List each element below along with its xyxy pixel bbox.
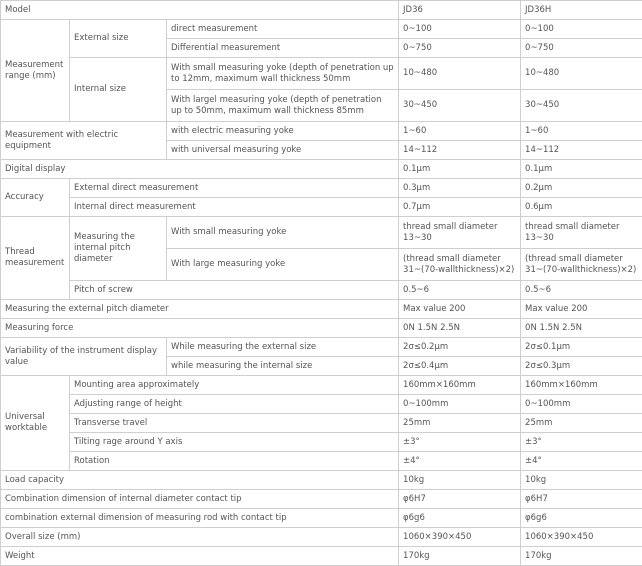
table-row <box>1 179 642 198</box>
jd36h-value: 14~112 <box>521 141 642 160</box>
jd36h-value: ±3° <box>521 433 642 452</box>
jd36h-value: φ6g6 <box>521 509 642 528</box>
row-label: Rotation <box>70 452 399 471</box>
row-label: Combination dimension of internal diameter contact tip <box>1 490 399 509</box>
measurement-range-label: Measurement range (mm) <box>1 20 70 122</box>
header-row <box>1 1 642 20</box>
table-row <box>1 217 642 249</box>
jd36-value: 160mm×160mm <box>399 376 521 395</box>
row-label: Adjusting range of height <box>70 395 399 414</box>
row-label: While measuring the external size <box>167 338 399 357</box>
row-label: With small measuring yoke (depth of penetration up to 12mm, maximum wall thickness 50mm <box>167 58 399 90</box>
jd36-value: 10kg <box>399 471 521 490</box>
jd36-value: 0~100 <box>399 20 521 39</box>
model-jd36h-header: JD36H <box>521 1 642 20</box>
jd36h-value: 160mm×160mm <box>521 376 642 395</box>
jd36h-value: 30~450 <box>521 90 642 122</box>
row-label: With large measuring yoke <box>167 249 399 281</box>
jd36h-value: 0~100mm <box>521 395 642 414</box>
row-label: Transverse travel <box>70 414 399 433</box>
jd36h-value: 1~60 <box>521 122 642 141</box>
jd36h-value: 0.2μm <box>521 179 642 198</box>
jd36-value: 25mm <box>399 414 521 433</box>
table-row <box>1 528 642 547</box>
worktable-label: Universal worktable <box>1 376 70 471</box>
jd36-value: ±4° <box>399 452 521 471</box>
electric-equipment-label: Measurement with electric equipment <box>1 122 167 160</box>
table-row <box>1 281 642 300</box>
row-label: direct measurement <box>167 20 399 39</box>
row-label: External direct measurement <box>70 179 399 198</box>
table-row <box>1 300 642 319</box>
table-row <box>1 376 642 395</box>
jd36-value: 0N 1.5N 2.5N <box>399 319 521 338</box>
jd36h-value: 1060×390×450 <box>521 528 642 547</box>
row-label: Tilting rage around Y axis <box>70 433 399 452</box>
jd36-value: 0.3μm <box>399 179 521 198</box>
table-row <box>1 471 642 490</box>
digital-display-label: Digital display <box>1 160 399 179</box>
table-row <box>1 20 642 39</box>
row-label: combination external dimension of measuring rod with contact tip <box>1 509 399 528</box>
row-label: while measuring the internal size <box>167 357 399 376</box>
header-label: Model <box>1 1 399 20</box>
table-row <box>1 547 642 566</box>
jd36-value: 1060×390×450 <box>399 528 521 547</box>
table-row <box>1 319 642 338</box>
jd36h-value: 10~480 <box>521 58 642 90</box>
jd36-value: 1~60 <box>399 122 521 141</box>
jd36h-value: 2σ≤0.3μm <box>521 357 642 376</box>
jd36h-value: Max value 200 <box>521 300 642 319</box>
table-row <box>1 122 642 141</box>
row-label: with universal measuring yoke <box>167 141 399 160</box>
jd36h-value: (thread small diameter 31~(70-wallthickness)×2) <box>521 249 642 281</box>
jd36-value: 170kg <box>399 547 521 566</box>
jd36h-value: 2σ≤0.1μm <box>521 338 642 357</box>
jd36h-value: 0N 1.5N 2.5N <box>521 319 642 338</box>
table-row <box>1 160 642 179</box>
jd36h-value: φ6H7 <box>521 490 642 509</box>
row-label: Differential measurement <box>167 39 399 58</box>
jd36-value: 2σ≤0.4μm <box>399 357 521 376</box>
row-label: Overall size (mm) <box>1 528 399 547</box>
jd36-value: ±3° <box>399 433 521 452</box>
jd36h-value: 0~750 <box>521 39 642 58</box>
table-row <box>1 433 642 452</box>
jd36-value: Max value 200 <box>399 300 521 319</box>
internal-pitch-label: Measuring the internal pitch diameter <box>70 217 167 281</box>
jd36h-value: thread small diameter 13~30 <box>521 217 642 249</box>
row-label: With largel measuring yoke (depth of penetration up to 50mm, maximum wall thickness 85mm <box>167 90 399 122</box>
thread-measurement-label: Thread measurement <box>1 217 70 300</box>
jd36-value: 0.1μm <box>399 160 521 179</box>
jd36h-value: 170kg <box>521 547 642 566</box>
variability-label: Variability of the instrument display value <box>1 338 167 376</box>
jd36-value: 0.7μm <box>399 198 521 217</box>
jd36-value: 10~480 <box>399 58 521 90</box>
jd36h-value: 0.5~6 <box>521 281 642 300</box>
table-row <box>1 509 642 528</box>
table-row <box>1 490 642 509</box>
jd36h-value: 25mm <box>521 414 642 433</box>
row-label: Mounting area approximately <box>70 376 399 395</box>
row-label: With small measuring yoke <box>167 217 399 249</box>
table-row <box>1 58 642 90</box>
row-label: Internal direct measurement <box>70 198 399 217</box>
accuracy-label: Accuracy <box>1 179 70 217</box>
table-row <box>1 198 642 217</box>
row-label: Pitch of screw <box>70 281 399 300</box>
external-size-label: External size <box>70 20 167 58</box>
jd36h-value: 0.1μm <box>521 160 642 179</box>
external-pitch-label: Measuring the external pitch diameter <box>1 300 399 319</box>
jd36h-value: 0.6μm <box>521 198 642 217</box>
jd36-value: 0.5~6 <box>399 281 521 300</box>
table-row <box>1 452 642 471</box>
row-label: with electric measuring yoke <box>167 122 399 141</box>
table-row <box>1 395 642 414</box>
jd36-value: φ6g6 <box>399 509 521 528</box>
jd36-value: 30~450 <box>399 90 521 122</box>
jd36h-value: ±4° <box>521 452 642 471</box>
row-label: Load capacity <box>1 471 399 490</box>
jd36-value: φ6H7 <box>399 490 521 509</box>
jd36-value: 14~112 <box>399 141 521 160</box>
jd36-value: 0~750 <box>399 39 521 58</box>
jd36-value: thread small diameter 13~30 <box>399 217 521 249</box>
table-row <box>1 338 642 357</box>
internal-size-label: Internal size <box>70 58 167 122</box>
table-row <box>1 414 642 433</box>
jd36-value: 2σ≤0.2μm <box>399 338 521 357</box>
measuring-force-label: Measuring force <box>1 319 399 338</box>
jd36h-value: 10kg <box>521 471 642 490</box>
jd36-value: 0~100mm <box>399 395 521 414</box>
jd36-value: (thread small diameter 31~(70-wallthickness)×2) <box>399 249 521 281</box>
row-label: Weight <box>1 547 399 566</box>
model-jd36-header: JD36 <box>399 1 521 20</box>
jd36h-value: 0~100 <box>521 20 642 39</box>
